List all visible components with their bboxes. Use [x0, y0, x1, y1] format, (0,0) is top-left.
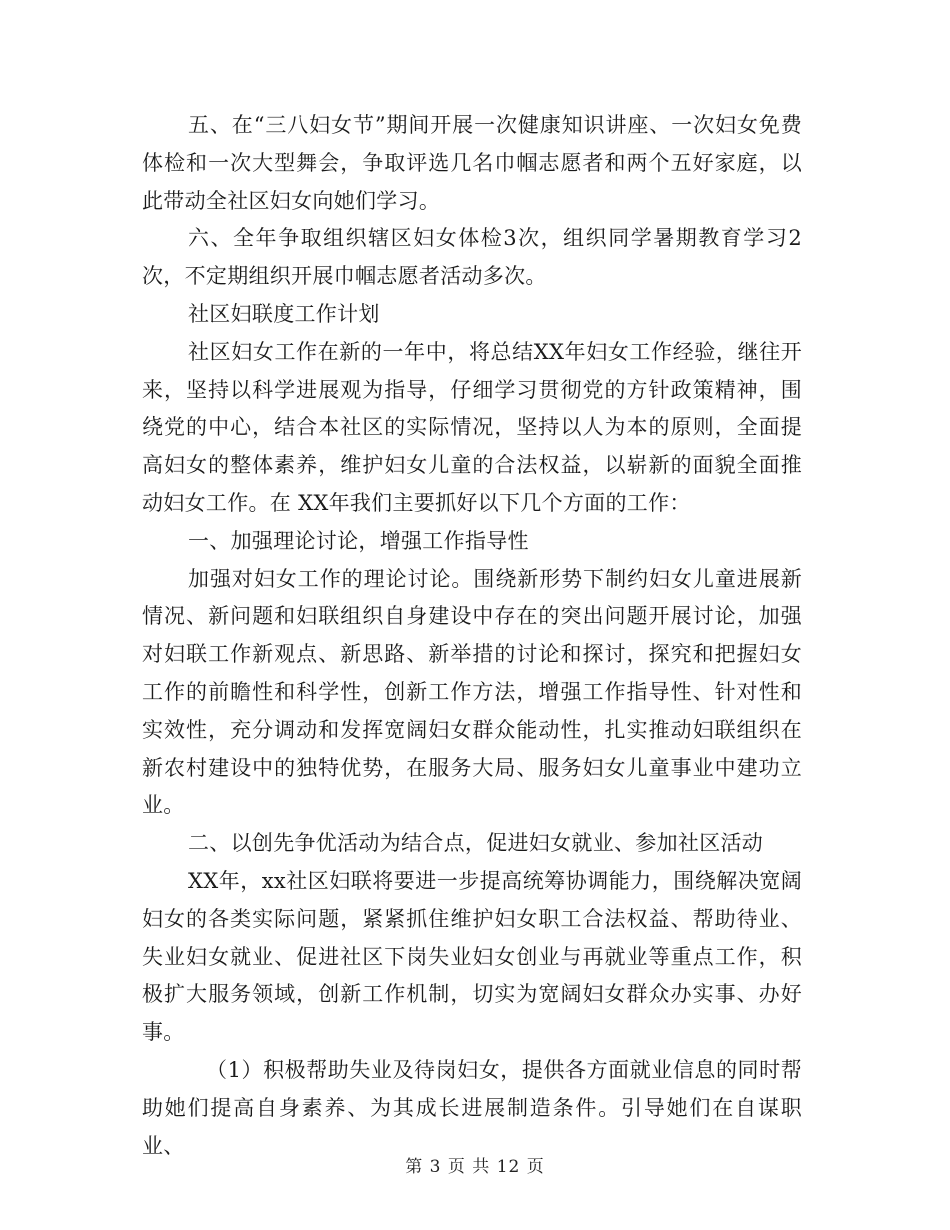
section-heading-work-plan: 社区妇联度工作计划 [188, 301, 380, 326]
paragraph-womens-day-activities: 五、在“三八妇女节”期间开展一次健康知识讲座、一次妇女免费体检和一次大型舞会，争取评选几名巾帼志愿者和两个五好家庭，以此带动全社区妇女向她们学习。 [142, 113, 802, 213]
paragraph-employment-activities: XX年，xx社区妇联将要进一步提高统筹协调能力，围绕解决宽阔妇女的各类实际问题，紧紧抓住维护妇女职工合法权益、帮助待业、失业妇女就业、促进社区下岗失业妇女创业与再就业等重点工作，积极扩大服务领域，创新工作机制，切实为宽阔妇女群众办实事、办好事。 [142, 868, 802, 1045]
heading-employment-activities: 二、以创先争优活动为结合点，促进妇女就业、参加社区活动 [188, 831, 764, 856]
paragraph-work-plan-intro: 社区妇女工作在新的一年中，将总结XX年妇女工作经验，继往开来，坚持以科学进展观为指导，仔细学习贯彻党的方针政策精神，围绕党的中心，结合本社区的实际情况，坚持以人为本的原则，全面提高妇女的整体素养，维护妇女儿童的合法权益，以崭新的面貌全面推动妇女工作。在 XX年我们主要抓好以下几个方面的工作： [142, 339, 802, 515]
page-number: 第 3 页 共 12 页 [405, 1157, 545, 1177]
paragraph-theory-discussion: 加强对妇女工作的理论讨论。围绕新形势下制约妇女儿童进展新情况、新问题和妇联组织自身建设中存在的突出问题开展讨论，加强对妇联工作新观点、新思路、新举措的讨论和探讨，探究和把握妇女工作的前瞻性和科学性，创新工作方法，增强工作指导性、针对性和实效性，充分调动和发挥宽阔妇女群众能动性，扎实推动妇联组织在新农村建设中的独特优势，在服务大局、服务妇女儿童事业中建功立业。 [142, 566, 802, 818]
heading-theory-discussion: 一、加强理论讨论，增强工作指导性 [188, 528, 529, 553]
paragraph-unemployed-support: （1）积极帮助失业及待岗妇女，提供各方面就业信息的同时帮助她们提高自身素养、为其成长进展制造条件。引导她们在自谋职业、 [142, 1057, 802, 1158]
document-body [142, 107, 802, 1165]
paragraph-annual-checkups: 六、全年争取组织辖区妇女体检3次，组织同学暑期教育学习2次，不定期组织开展巾帼志愿者活动多次。 [142, 226, 802, 289]
